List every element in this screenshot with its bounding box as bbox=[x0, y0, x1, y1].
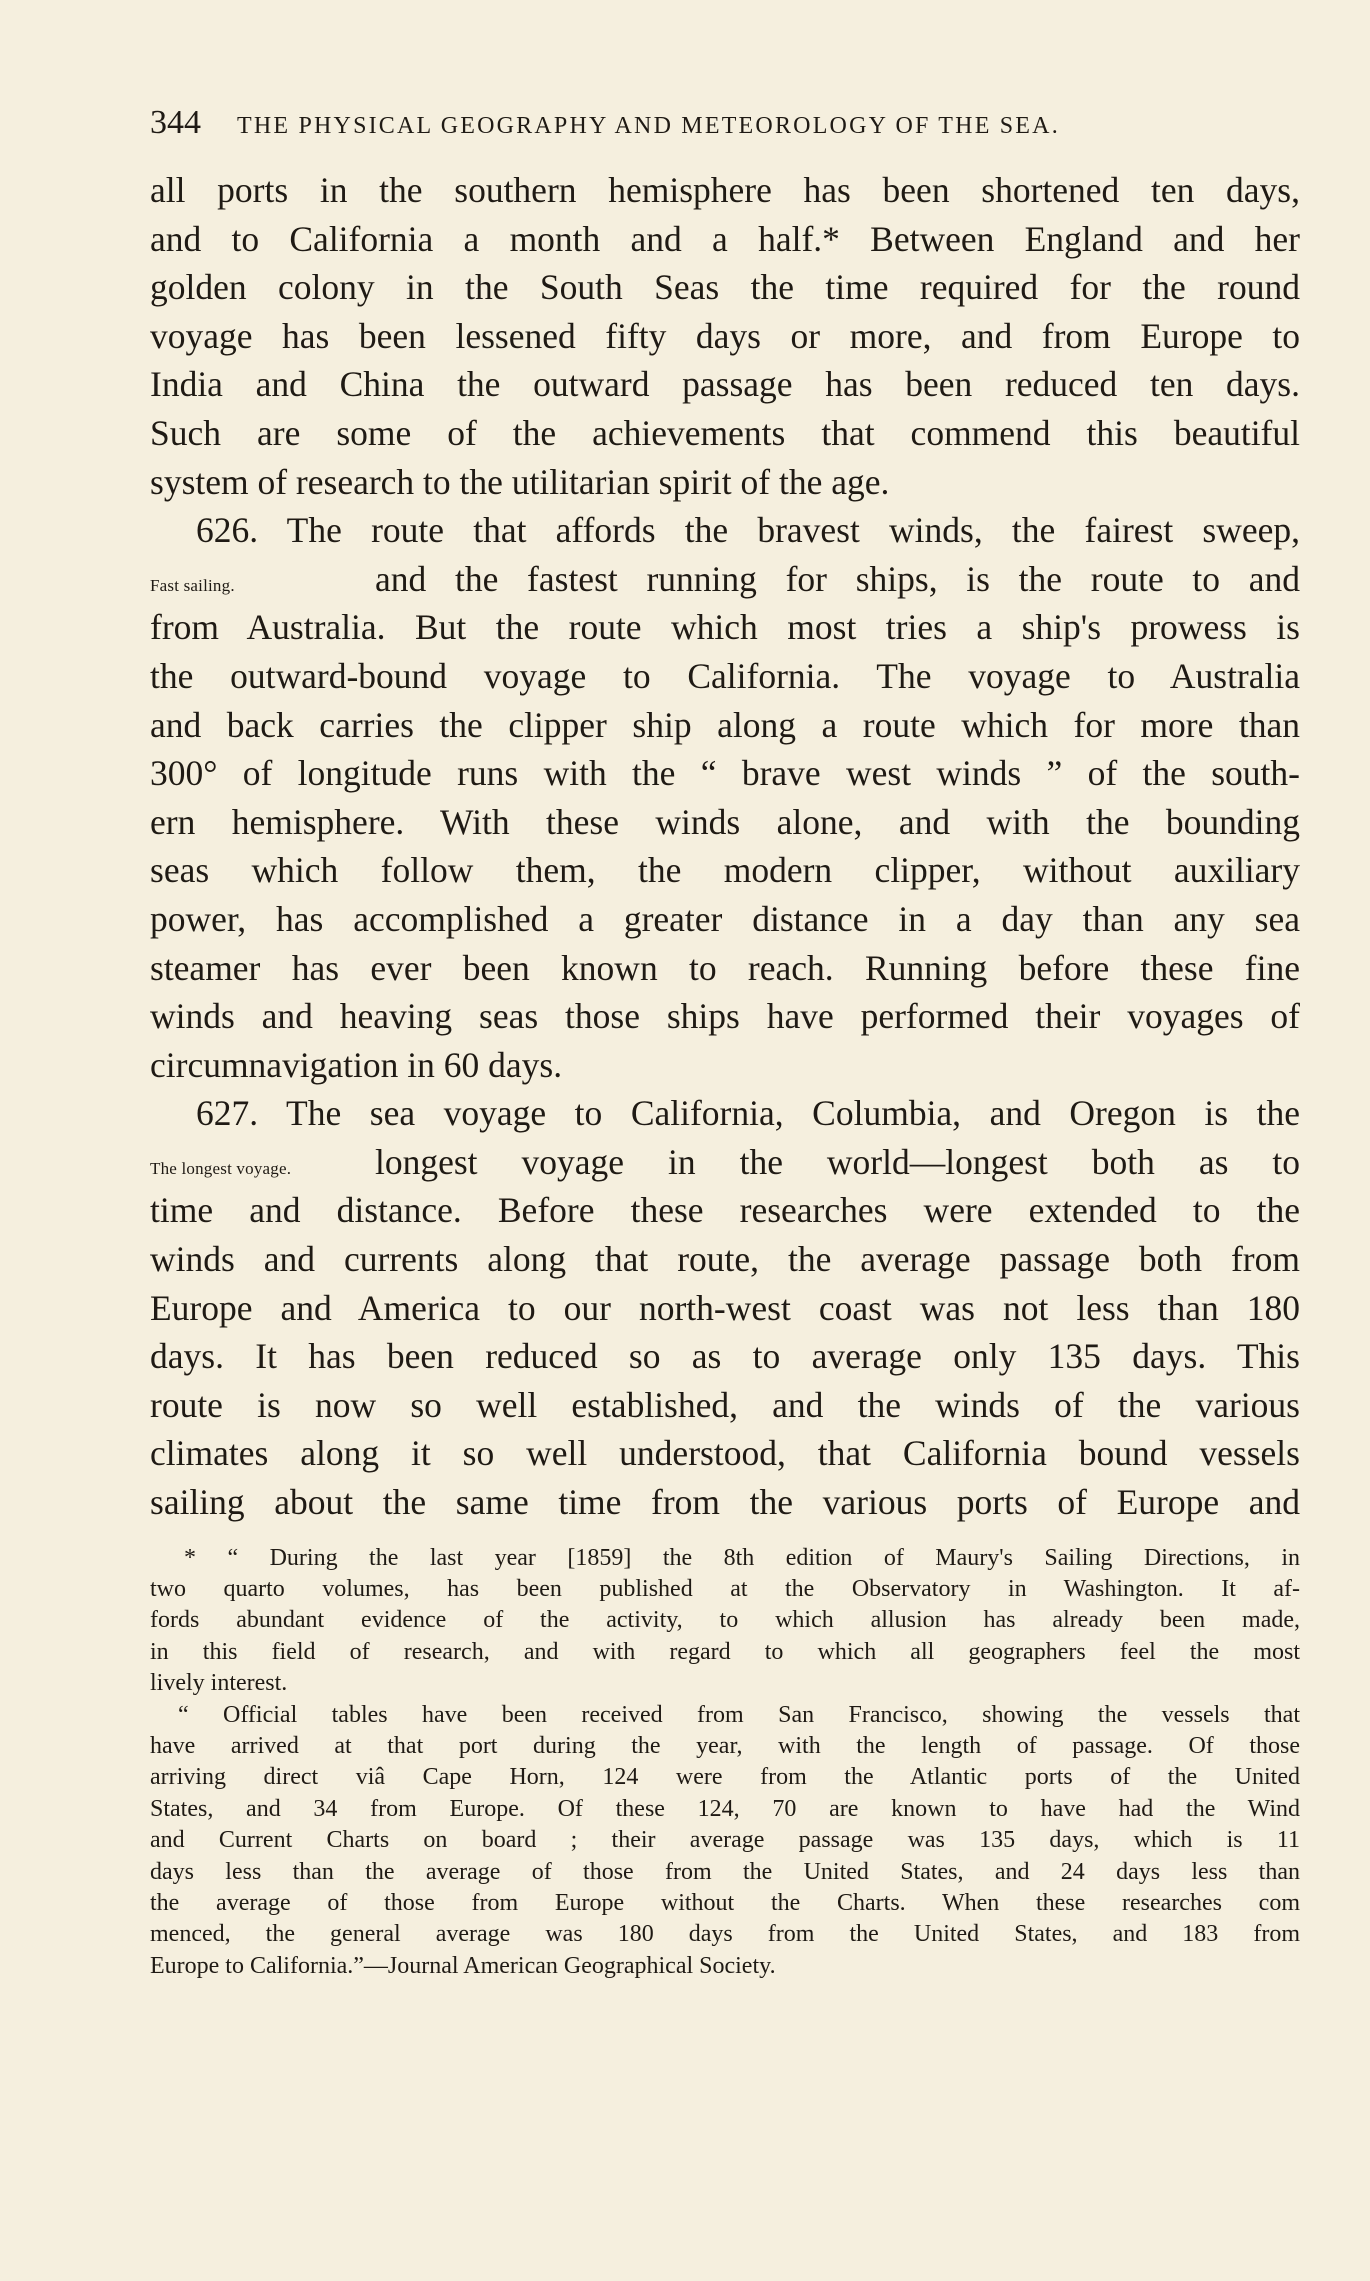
footnote-line: lively interest. bbox=[150, 1670, 288, 1697]
footnote-line: Europe to California.”—Journal American Geographical Society. bbox=[150, 1952, 776, 1979]
footnote-line: fords abundant evidence of the activity, to which allusion has already been made, bbox=[150, 1607, 1300, 1634]
body-line: winds and currents along that route, the average passage both from bbox=[150, 1239, 1300, 1280]
body-line: and back carries the clipper ship along a route which for more than bbox=[150, 704, 1300, 745]
footnote-line: menced, the general average was 180 days from the United States, and 183 from bbox=[150, 1921, 1300, 1948]
footnote-line: two quarto volumes, has been published at the Observatory in Washington. It af- bbox=[150, 1576, 1300, 1603]
marginal-note-fast-sailing: Fast sailing. bbox=[150, 575, 235, 595]
footnote-line: the average of those from Europe without the Charts. When these researches com bbox=[150, 1889, 1300, 1916]
body-line: voyage has been lessened fifty days or more, and from Europe to bbox=[150, 315, 1300, 356]
body-line: sailing about the same time from the various ports of Europe and bbox=[150, 1482, 1300, 1523]
paragraph-627-start: 627. The sea voyage to California, Columbia, and Oregon is the bbox=[196, 1093, 1300, 1134]
footnote-line: have arrived at that port during the year, with the length of passage. Of those bbox=[150, 1732, 1300, 1759]
page-header bbox=[150, 104, 1300, 148]
body-line: India and China the outward passage has been reduced ten days. bbox=[150, 364, 1300, 405]
body-line: golden colony in the South Seas the time required for the round bbox=[150, 267, 1300, 308]
body-line: time and distance. Before these researches were extended to the bbox=[150, 1190, 1300, 1231]
marginal-note-longest-voyage: The longest voyage. bbox=[150, 1158, 292, 1178]
body-line: 300° of longitude runs with the “ brave west winds ” of the south- bbox=[150, 753, 1300, 794]
body-line: from Australia. But the route which most tries a ship's prowess is bbox=[150, 607, 1300, 648]
running-head: THE PHYSICAL GEOGRAPHY AND METEOROLOGY OF THE SEA. bbox=[237, 113, 1060, 139]
body-line: the outward-bound voyage to California. The voyage to Australia bbox=[150, 655, 1300, 696]
body-line: steamer has ever been known to reach. Running before these fine bbox=[150, 947, 1300, 988]
footnote-line: in this field of research, and with regard to which all geographers feel the most bbox=[150, 1638, 1300, 1665]
footnotes bbox=[150, 1543, 1300, 1982]
body-line: Europe and America to our north-west coast was not less than 180 bbox=[150, 1287, 1300, 1328]
page-number: 344 bbox=[150, 104, 201, 141]
body-line: seas which follow them, the modern clipper, without auxiliary bbox=[150, 850, 1300, 891]
footnote-line: States, and 34 from Europe. Of these 124, 70 are known to have had the Wind bbox=[150, 1795, 1300, 1822]
footnote-line: * “ During the last year [1859] the 8th edition of Maury's Sailing Directions, in bbox=[184, 1544, 1300, 1571]
body-line: Such are some of the achievements that commend this beautiful bbox=[150, 412, 1300, 453]
body-line: and the fastest running for ships, is the route to and bbox=[375, 558, 1300, 599]
body-line: circumnavigation in 60 days. bbox=[150, 1044, 563, 1085]
body-line: days. It has been reduced so as to average only 135 days. This bbox=[150, 1336, 1300, 1377]
footnote-line: arriving direct viâ Cape Horn, 124 were from the Atlantic ports of the United bbox=[150, 1764, 1300, 1791]
body-line: power, has accomplished a greater distance in a day than any sea bbox=[150, 898, 1300, 939]
footnote-line: days less than the average of those from the United States, and 24 days less than bbox=[150, 1858, 1300, 1885]
body-line: and to California a month and a half.* Between England and her bbox=[150, 218, 1300, 259]
page bbox=[150, 104, 1300, 1982]
body-line: longest voyage in the world—longest both as to bbox=[375, 1141, 1300, 1182]
body-line-with-margin-note bbox=[150, 555, 1300, 604]
footnote-line: “ Official tables have been received from San Francisco, showing the vessels that bbox=[178, 1701, 1300, 1728]
body-line: ern hemisphere. With these winds alone, and with the bounding bbox=[150, 801, 1300, 842]
body-line: all ports in the southern hemisphere has been shortened ten days, bbox=[150, 170, 1300, 210]
body-text bbox=[150, 166, 1300, 1527]
body-line: winds and heaving seas those ships have performed their voyages of bbox=[150, 996, 1300, 1037]
paragraph-626-start: 626. The route that affords the bravest winds, the fairest sweep, bbox=[196, 510, 1300, 551]
body-line: route is now so well established, and the winds of the various bbox=[150, 1384, 1300, 1425]
body-line: climates along it so well understood, that California bound vessels bbox=[150, 1433, 1300, 1474]
body-line: system of research to the utilitarian spirit of the age. bbox=[150, 461, 890, 502]
footnote-line: and Current Charts on board ; their average passage was 135 days, which is 11 bbox=[150, 1827, 1300, 1854]
body-line-with-margin-note bbox=[150, 1138, 1300, 1187]
